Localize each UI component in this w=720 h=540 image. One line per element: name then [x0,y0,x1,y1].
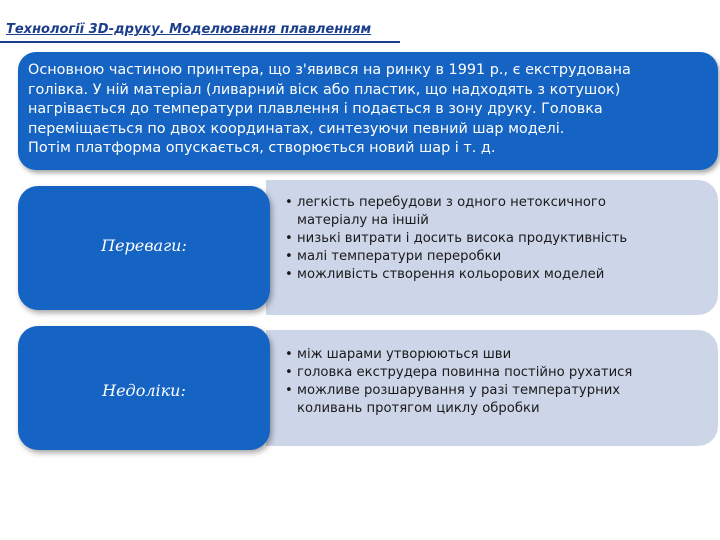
disadvantage-item: • головка екструдера повинна постійно рухатися [285,365,633,380]
disadvantage-item: • між шарами утворюються шви [285,347,512,362]
disadvantages-label: Недоліки: [102,381,186,400]
disadvantage-item: • можливе розшарування у разі температурних коливань протягом циклу обробки [285,383,621,416]
intro-line: нагрівається до температури плавлення і подається в зону друку. Головка [28,101,603,117]
disadvantages-label-box [18,326,270,450]
advantage-item: • легкість перебудови з одного нетоксичного матеріалу на іншій [285,195,606,228]
slide-title: Технології 3D-друку. Моделювання плавленням [6,22,372,37]
advantages-list [285,194,627,284]
intro-line: Потім платформа опускається, створюється новий шар і т. д. [28,140,496,156]
intro-line: голівка. У ній матеріал (ливарний віск або пластик, що надходять з котушок) [28,81,621,98]
intro-line: Основною частиною принтера, що з'явився на ринку в 1991 р., є екструдована [28,62,631,78]
title-underline-rule [0,41,400,43]
advantages-label-box [18,186,270,310]
advantage-item: • можливість створення кольорових моделей [285,267,605,282]
intro-text [28,61,708,159]
advantage-item: • низькі витрати і досить висока продуктивність [285,231,628,246]
advantages-label: Переваги: [101,236,187,255]
disadvantages-list [285,346,632,418]
intro-line: переміщається по двох координатах, синтезуючи певний шар моделі. [28,120,565,137]
advantage-item: • малі температури переробки [285,249,502,264]
